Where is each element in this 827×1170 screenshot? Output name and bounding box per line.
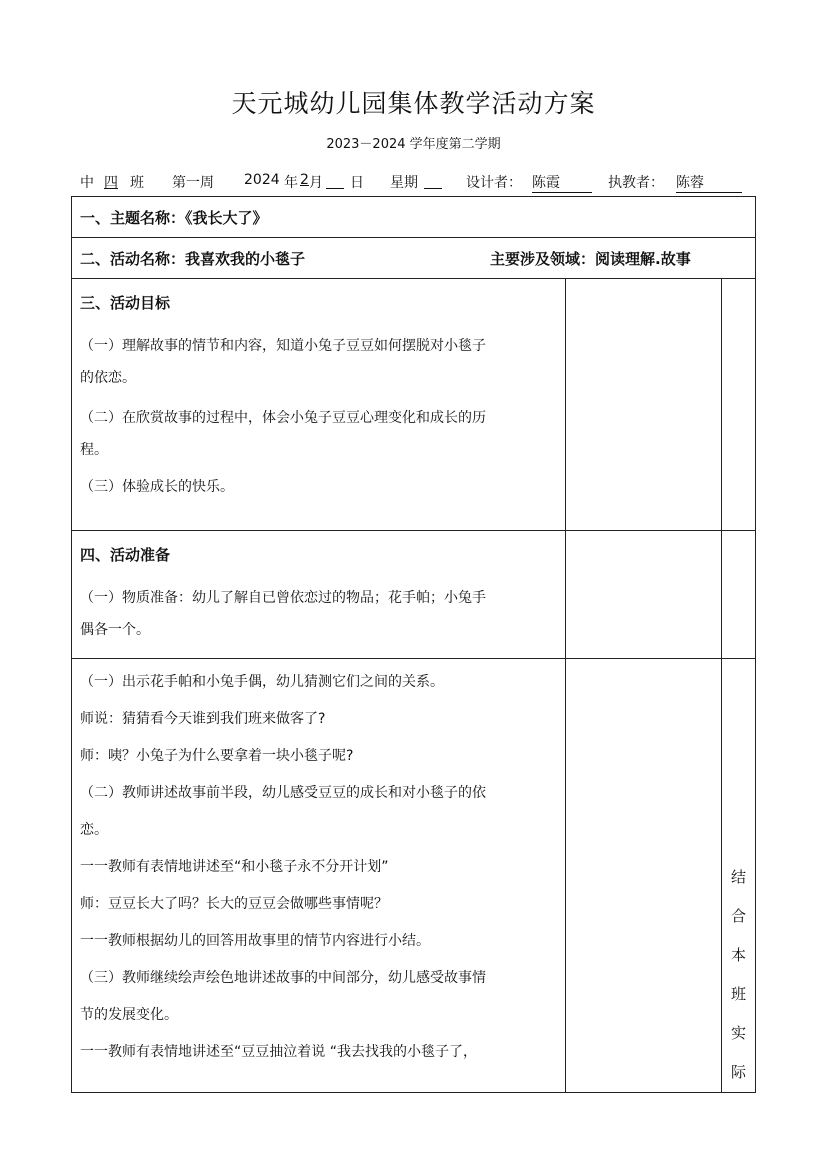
goal-item: （二）在欣赏故事的过程中，体会小兔子豆豆心理变化和成长的历 (80, 410, 486, 426)
process-line: 节的发展变化。 (80, 1007, 178, 1023)
side-note-char: 际 (730, 1063, 746, 1081)
process-row (72, 659, 756, 1093)
activity-domain: 主要涉及领域：阅读理解.故事 (490, 249, 691, 268)
activity-name: 二、活动名称：我喜欢我的小毯子 (80, 249, 306, 268)
side-note-char: 结 (730, 868, 746, 886)
goals-heading: 三、活动目标 (80, 294, 171, 312)
notes-cell (566, 659, 722, 1093)
process-line: （二）教师讲述故事前半段，幼儿感受豆豆的成长和对小毯子的依 (80, 785, 486, 801)
month-label: 月 (309, 175, 323, 191)
process-line: 师：豆豆长大了吗？长大的豆豆会做哪些事情呢？ (80, 896, 388, 912)
process-line: 师说：猜猜看今天谁到我们班来做客了? (80, 711, 326, 727)
side-note-cell (722, 659, 756, 1093)
process-line: （一）出示花手帕和小兔手偶，幼儿猜测它们之间的关系。 (80, 674, 444, 690)
weekday-blank (424, 172, 442, 189)
year: 2024 (244, 172, 280, 188)
side-cell (722, 531, 756, 659)
month: 2 (300, 172, 309, 188)
side-note-char: 班 (730, 985, 746, 1003)
grade: 中 (80, 175, 94, 191)
process-line: 恋。 (80, 822, 108, 838)
goal-item: （三）体验成长的快乐。 (80, 479, 234, 495)
goal-item: （一）理解故事的情节和内容，知道小兔子豆豆如何摆脱对小毯子 (80, 338, 486, 354)
class-number: 四 (104, 175, 118, 191)
teacher-label: 执教者： (608, 175, 664, 191)
week: 第一周 (172, 175, 214, 191)
notes-cell (566, 279, 722, 531)
prep-item: （一）物质准备：幼儿了解自已曾依恋过的物品；花手帕；小兔手 (80, 590, 486, 606)
prep-row (72, 531, 756, 659)
teacher-name: 陈蓉 (676, 172, 742, 193)
process-line: 一一教师有表情地讲述至“豆豆抽泣着说 “我去找我的小毯子了， (80, 1044, 477, 1060)
page-title: 天元城幼儿园集体教学活动方案 (231, 89, 596, 118)
designer-name: 陈霞 (532, 172, 592, 193)
goals-row (72, 279, 756, 531)
process-line: 一一教师根据幼儿的回答用故事里的情节内容进行小结。 (80, 933, 430, 949)
designer-label: 设计者： (466, 175, 522, 191)
process-cell (72, 659, 566, 1093)
class-label: 班 (130, 175, 144, 191)
year-label: 年 (284, 175, 298, 191)
notes-cell (566, 531, 722, 659)
prep-cell (72, 531, 566, 659)
process-line: （三）教师继续绘声绘色地讲述故事的中间部分，幼儿感受故事情 (80, 970, 486, 986)
goal-item: 程。 (80, 442, 108, 458)
activity-row (72, 238, 756, 279)
side-note-char: 实 (730, 1024, 746, 1042)
side-note-char: 本 (730, 946, 746, 964)
side-note-char: 合 (730, 907, 746, 925)
weekday-label: 星期 (390, 175, 418, 191)
theme-name: 一、主题名称：《我长大了》 (72, 197, 756, 238)
theme-row (72, 197, 756, 238)
prep-item: 偶各一个。 (80, 622, 150, 638)
goal-item: 的依恋。 (80, 370, 136, 386)
day-label: 日 (350, 175, 364, 191)
goals-cell (72, 279, 566, 531)
process-line: 师：咦？小兔子为什么要拿着一块小毯子呢? (80, 748, 354, 764)
day-blank (326, 172, 344, 189)
process-line: 一一教师有表情地讲述至“和小毯子永不分开计划” (80, 859, 389, 875)
prep-heading: 四、活动准备 (80, 546, 171, 564)
semester-subtitle: 2023－2024 学年度第二学期 (326, 137, 501, 152)
side-cell (722, 279, 756, 531)
plan-table (71, 196, 756, 1093)
